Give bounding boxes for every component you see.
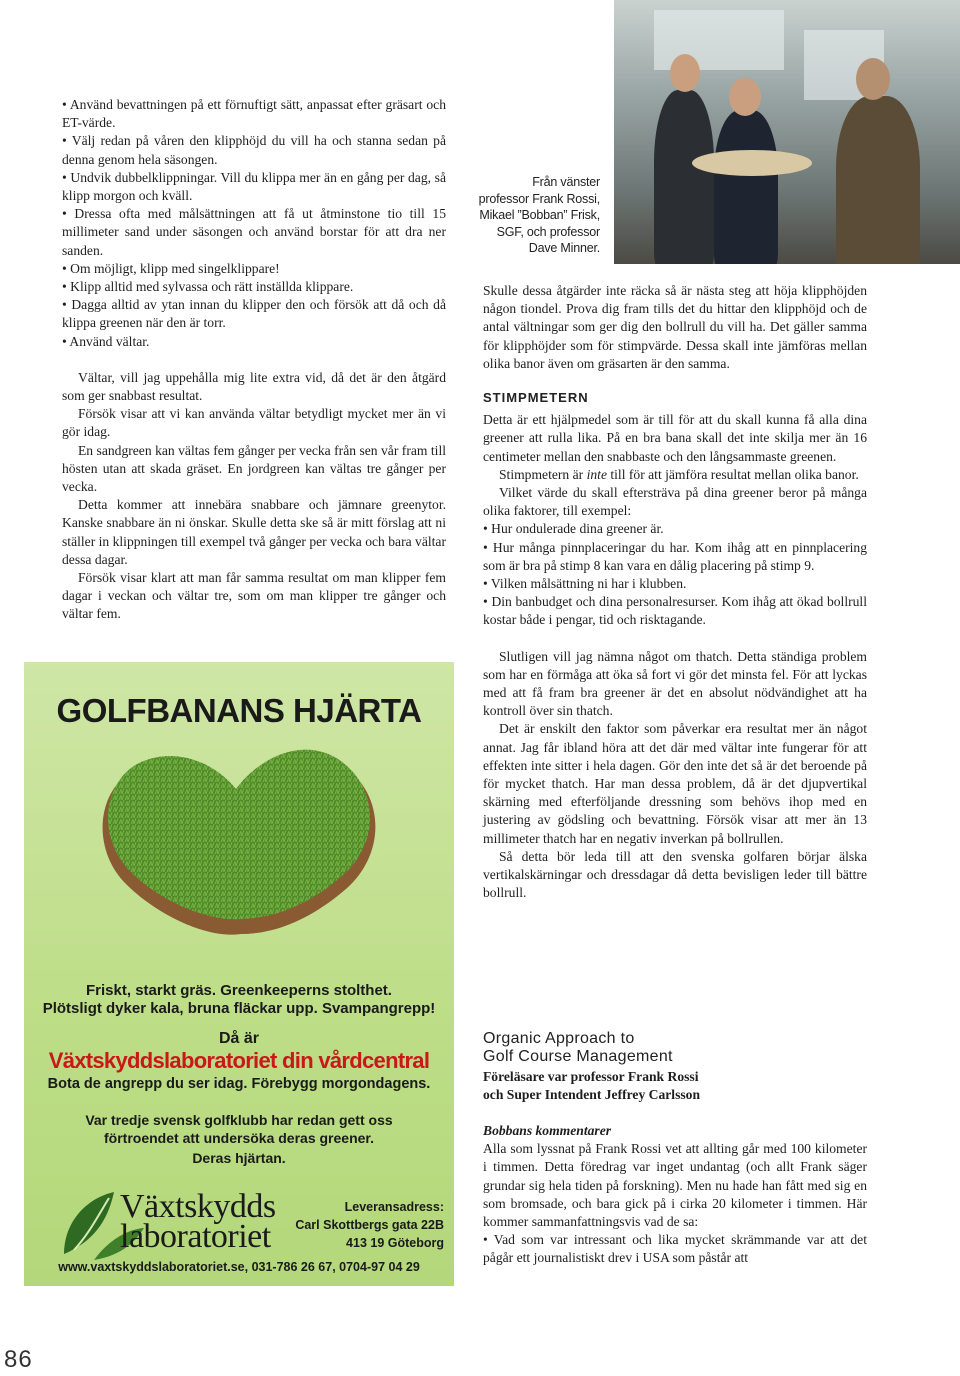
caption-line: SGF, och professor xyxy=(496,224,600,239)
paragraph: Försök visar att vi kan använda vältar betydligt mycket mer än vi gör idag. xyxy=(62,406,446,440)
right-column xyxy=(483,282,867,903)
ad-contact: www.vaxtskyddslaboratoriet.se, 031-786 26 67, 0704-97 04 29 xyxy=(58,1260,420,1274)
list-item: • Din banbudget och dina personalresurser. Kom ihåg att ökad bollrull kostar både i pengar, tid och risktagande. xyxy=(483,594,867,628)
list-item: • Dagga alltid av ytan innan du klipper den och försök att då och då klippa greenen när den är torr. xyxy=(62,297,446,331)
caption-line: Dave Minner. xyxy=(528,241,600,256)
list-item: • Hur ondulerade dina greener är. xyxy=(483,521,664,537)
grass-heart-icon xyxy=(86,734,396,954)
paragraph: Stimpmetern är inte till för att jämföra resultat mellan olika banor. xyxy=(499,466,859,482)
section-title-line: Golf Course Management xyxy=(483,1048,673,1065)
ad-text: förtroendet att undersöka deras greener. xyxy=(104,1130,374,1146)
comments-heading: Bobbans kommentarer xyxy=(483,1123,612,1138)
paragraph: Det är enskilt den faktor som påverkar era resultat mer än något annat. Jag får ibland höra att det där med vältar inte fungerar för att effekten inte sitter i hela dagen. Gör den inte det så är det beroende på för mycket thatch. Har man dessa problem, då är det djupvertikal skärning med efterföljande dressning som behövs ihop med en justering av gödsling och bevattning. Försök visar att mer än 13 millimeter thatch har en negativ inverkan på bollrullen. xyxy=(483,721,867,846)
paragraph: En sandgreen kan vältas fem gånger per vecka från sen vår fram till hösten utan att skada gräset. En jordgreen kan vältas tre gånger per vecka. xyxy=(62,442,446,495)
ad-text: Bota de angrepp du ser idag. Förebygg morgondagens. xyxy=(47,1076,431,1092)
ad-address: 413 19 Göteborg xyxy=(346,1236,444,1250)
ad-text: Plötsligt dyker kala, bruna fläckar upp. Svampangrepp! xyxy=(42,1000,436,1017)
photo-caption xyxy=(470,174,600,257)
ad-headline: Växtskyddslaboratoriet din vårdcentral xyxy=(48,1048,430,1073)
caption-line: Från vänster xyxy=(532,175,600,189)
list-item: • Undvik dubbelklippningar. Vill du klippa mer än en gång per dag, så klipp morgon och kväll. xyxy=(62,169,446,204)
ad-title: GOLFBANANS HJÄRTA xyxy=(56,692,422,729)
photo-three-men xyxy=(614,0,960,264)
lecturer-line: Föreläsare var professor Frank Rossi xyxy=(483,1069,699,1084)
page-number: 86 xyxy=(4,1346,33,1373)
caption-line: Mikael ”Bobban” Frisk, xyxy=(479,208,600,223)
paragraph: Detta är ett hjälpmedel som är till för att du skall kunna få alla dina greener att rulla lika. På en bra bana skall det inte skilja mer än 16 centimeter mellan den snabbaste och den långsammaste greenen. xyxy=(483,412,867,464)
paragraph: Slutligen vill jag nämna något om thatch. Detta ständiga problem som har en förmåga att öka så fort vi gör det minsta fel. För att lyckas med att få fram bra greener är det en absolut nödvändighet att ha kontroll över sin thatch. xyxy=(483,648,867,719)
ad-address: Leveransadress: xyxy=(344,1200,444,1214)
caption-line: professor Frank Rossi, xyxy=(478,191,600,206)
paragraph: Så detta bör leda till att den svenska golfaren börjar älska vertikalskärningar och dressdagar då detta bevisligen leder till bättre bollrull. xyxy=(483,848,867,901)
organic-body xyxy=(483,1122,867,1268)
organic-section-header xyxy=(483,1030,883,1104)
paragraph: Försök visar klart att man får samma resultat om man klipper fem dagar i veckan och vältar tre, som om man klipper tre gånger och vältar fem. xyxy=(62,570,446,622)
ad-text: Friskt, starkt gräs. Greenkeeperns stolthet. xyxy=(86,982,392,999)
list-item: • Dressa ofta med målsättningen att få ut åtminstone tio till 15 millimeter sand under säsongen och använd borstar för att dra ner sanden. xyxy=(62,206,446,258)
paragraph: Skulle dessa åtgärder inte räcka så är nästa steg att höja klipphöjden någon tiondel. Prova dig fram tills det du hittar den klipphöjd och de antal vältningar som ger dig den bollrull du vill ha. Det gäller samma för klipphöjder som för stimpvärde. Dessa skall inte jämföras mellan olika banor även om gräsarten är den samma. xyxy=(483,283,867,371)
paragraph: Vilket värde du skall eftersträva på dina greener beror på många olika faktorer, till exempel: xyxy=(483,485,867,519)
ad-text: Var tredje svensk golfklubb har redan gett oss xyxy=(85,1112,393,1128)
paragraph: Vältar, vill jag uppehålla mig lite extra vid, då det är den åtgärd som ger snabbast resultat. xyxy=(62,369,446,404)
paragraph: Alla som lyssnat på Frank Rossi vet att allting går med 100 kilometer i timmen. Detta föredrag var inget undantag (och allt Frank säger grundar sig hela tiden på forskning). Men nu hade han fått med sig en som bromsade, och bara gick på i cirka 20 kilometer i timmen. Här kommer sammanfattningsvis vad de sa: xyxy=(483,1141,867,1230)
section-title-line: Organic Approach to xyxy=(483,1030,635,1047)
list-item: • Vilken målsättning ni har i klubben. xyxy=(483,576,687,592)
list-item: • Välj redan på våren den klipphöjd du vill ha och stanna sedan på denna genom hela säsongen. xyxy=(62,133,446,167)
left-column xyxy=(62,96,446,624)
ad-text: Deras hjärtan. xyxy=(192,1150,286,1166)
logo-text: Växtskydds xyxy=(120,1188,276,1225)
section-heading: STIMPMETERN xyxy=(483,390,589,406)
list-item: • Använd vältar. xyxy=(62,333,150,349)
list-item: • Hur många pinnplaceringar du har. Kom ihåg att en pinnplacering som är bra på stimp 8 kan vara en dålig placering på stimp 9. xyxy=(483,539,867,573)
advertisement xyxy=(24,662,454,1286)
logo-text: laboratoriet xyxy=(120,1218,271,1255)
list-item: • Klipp alltid med sylvassa och rätt inställda klippare. xyxy=(62,279,354,295)
list-item: • Om möjligt, klipp med singelklippare! xyxy=(62,260,280,276)
ad-address: Carl Skottbergs gata 22B xyxy=(295,1218,444,1232)
list-item: • Vad som var intressant och lika mycket skrämmande var att det pågår ett journalistiskt drev i USA som påstår att xyxy=(483,1232,867,1266)
lecturer-line: och Super Intendent Jeffrey Carlsson xyxy=(483,1087,701,1102)
list-item: • Använd bevattningen på ett förnuftigt sätt, anpassat efter gräsart och ET-värde. xyxy=(62,97,446,131)
ad-text: Då är xyxy=(218,1030,260,1047)
paragraph: Detta kommer att innebära snabbare och jämnare greenytor. Kanske snabbare än ni önskar. Skulle detta ske så är mitt förslag att ni ställer in klippningen till exempel två gånger per vecka och bara vältar dessa dagar. xyxy=(62,497,446,567)
